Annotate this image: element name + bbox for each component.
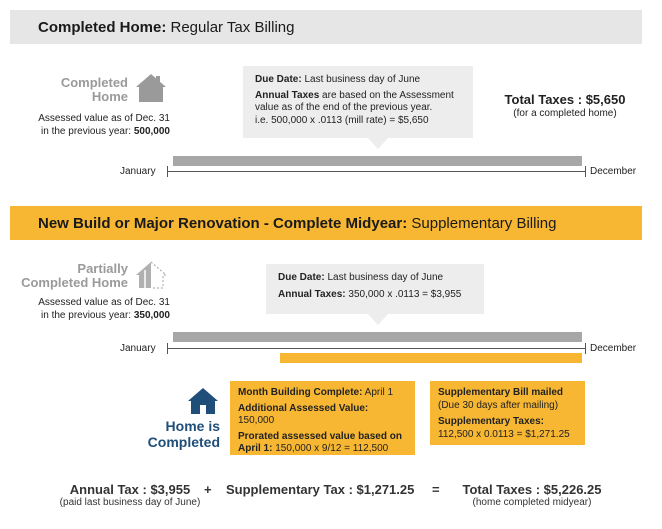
home-completed-line1: Home is (165, 418, 220, 434)
regular-billing-title (38, 19, 294, 36)
callout2-annual-bold: Annual Taxes: (278, 288, 346, 300)
axis2-line (167, 348, 586, 349)
callout2-annual-rest: 350,000 x .0113 = $3,955 (345, 288, 462, 300)
assessed-line2 (10, 125, 170, 138)
partial-house-icon (134, 260, 168, 290)
callout2-due-rest: Last business day of June (324, 272, 444, 283)
annual-tax-label: Annual Tax : (69, 482, 151, 497)
supplementary-tax-value: $1,271.25 (356, 482, 415, 497)
axis1-end-label: December (590, 166, 637, 177)
plus-sign: + (204, 482, 212, 497)
box1-prorated-bold: Prorated assessed value based on April 1: (238, 430, 402, 454)
house-icon (134, 72, 168, 104)
completed-home-label (40, 76, 128, 104)
total-taxes-1 (480, 92, 650, 120)
supplementary-tax-label: Supplementary Tax : (226, 482, 357, 497)
partial-home-label-line1: Partially (77, 261, 128, 276)
due-date-callout-2 (266, 264, 484, 314)
total-taxes-1-line (480, 92, 650, 107)
assessed-value-text-2 (10, 296, 170, 322)
annual-tax-total (40, 482, 220, 508)
annual-tax-value: $3,955 (150, 482, 191, 497)
grand-total-value: $5,226.25 (543, 482, 602, 497)
callout1-annual-bold: Annual Taxes (255, 89, 320, 101)
axis1-line (167, 171, 586, 172)
supplementary-tax-total (226, 482, 414, 497)
regular-billing-banner (10, 10, 642, 44)
blue-house-icon (186, 387, 220, 415)
callout1-due-date (255, 74, 461, 87)
due-date-callout-1 (243, 66, 473, 138)
callout1-annual-rest: are based on the Assessment value as of the end of the previous year. (255, 89, 454, 113)
annual-tax-bar-1 (173, 156, 582, 166)
assessed-line1: Assessed value as of Dec. 31 (38, 113, 170, 124)
annual-tax-line (40, 482, 220, 497)
assessed-value: 500,000 (133, 126, 170, 137)
axis1-tick-end (585, 166, 586, 177)
axis2-end-label: December (590, 343, 637, 354)
assessed2-line2 (10, 309, 170, 322)
box1-month (238, 387, 407, 400)
box1-add-rest: 150,000 (238, 415, 275, 426)
axis2-tick-end (585, 343, 586, 354)
callout2-due-date (278, 272, 472, 285)
total-taxes-1-sub: (for a completed home) (513, 108, 617, 119)
total-taxes-1-value: $5,650 (585, 92, 626, 107)
grand-total (452, 482, 612, 508)
banner-title-bold: Completed Home: (38, 19, 167, 36)
grand-total-sub: (home completed midyear) (472, 497, 592, 508)
callout2-pointer (368, 314, 388, 325)
annual-tax-bar-2 (173, 332, 582, 342)
partial-home-label (6, 262, 128, 290)
callout1-calc: i.e. 500,000 x .0113 (mill rate) = $5,650 (255, 114, 429, 126)
box1-month-rest: April 1 (362, 387, 394, 398)
equals-sign: = (432, 482, 440, 497)
total-taxes-1-label: Total Taxes : (504, 92, 586, 107)
axis2-start-label: January (120, 343, 156, 354)
grand-total-line (452, 482, 612, 497)
home-completed-label (120, 418, 220, 450)
assessed2-line1: Assessed value as of Dec. 31 (38, 297, 170, 308)
partial-home-label-line2: Completed Home (21, 275, 128, 290)
assessed2-value: 350,000 (133, 310, 170, 321)
box2-mailed-rest: (Due 30 days after mailing) (438, 399, 559, 411)
callout1-annual (255, 90, 461, 115)
assessed-value-text-1 (10, 112, 170, 138)
box1-additional (238, 403, 407, 428)
banner-title-rest: Regular Tax Billing (166, 19, 295, 36)
supplementary-bill-box (430, 381, 585, 445)
grand-total-label: Total Taxes : (462, 482, 544, 497)
supplementary-billing-title (38, 215, 556, 232)
month-complete-box (230, 381, 415, 455)
box2-supp-bold: Supplementary Taxes: (438, 416, 544, 427)
box1-prorated (238, 431, 407, 456)
box1-add-bold: Additional Assessed Value: (238, 402, 369, 414)
assessed2-line2-prefix: in the previous year: (41, 310, 134, 321)
callout1-due-bold: Due Date: (255, 74, 302, 85)
callout2-due-bold: Due Date: (278, 272, 325, 283)
axis1-start-label: January (120, 166, 156, 177)
annual-tax-sub: (paid last business day of June) (59, 497, 201, 508)
home-completed-line2: Completed (147, 434, 220, 450)
box2-mailed-bold: Supplementary Bill mailed (438, 387, 564, 398)
box2-supp-rest: 112,500 x 0.0113 = $1,271.25 (438, 428, 570, 440)
box1-month-bold: Month Building Complete: (238, 387, 363, 398)
box1-prorated-rest: 150,000 x 9/12 = 112,500 (272, 443, 389, 454)
supplementary-billing-banner (10, 206, 642, 240)
supplementary-tax-bar (280, 353, 582, 363)
callout2-annual (278, 289, 472, 302)
assessed-line2-prefix: in the previous year: (41, 126, 134, 137)
completed-home-label-line2: Home (91, 89, 128, 104)
callout1-pointer (368, 138, 388, 149)
callout1-due-rest: Last business day of June (301, 74, 421, 85)
banner2-title-rest: Supplementary Billing (407, 215, 557, 232)
banner2-title-bold: New Build or Major Renovation - Complete Midyear: (38, 215, 408, 232)
completed-home-label-line1: Completed (60, 75, 128, 90)
